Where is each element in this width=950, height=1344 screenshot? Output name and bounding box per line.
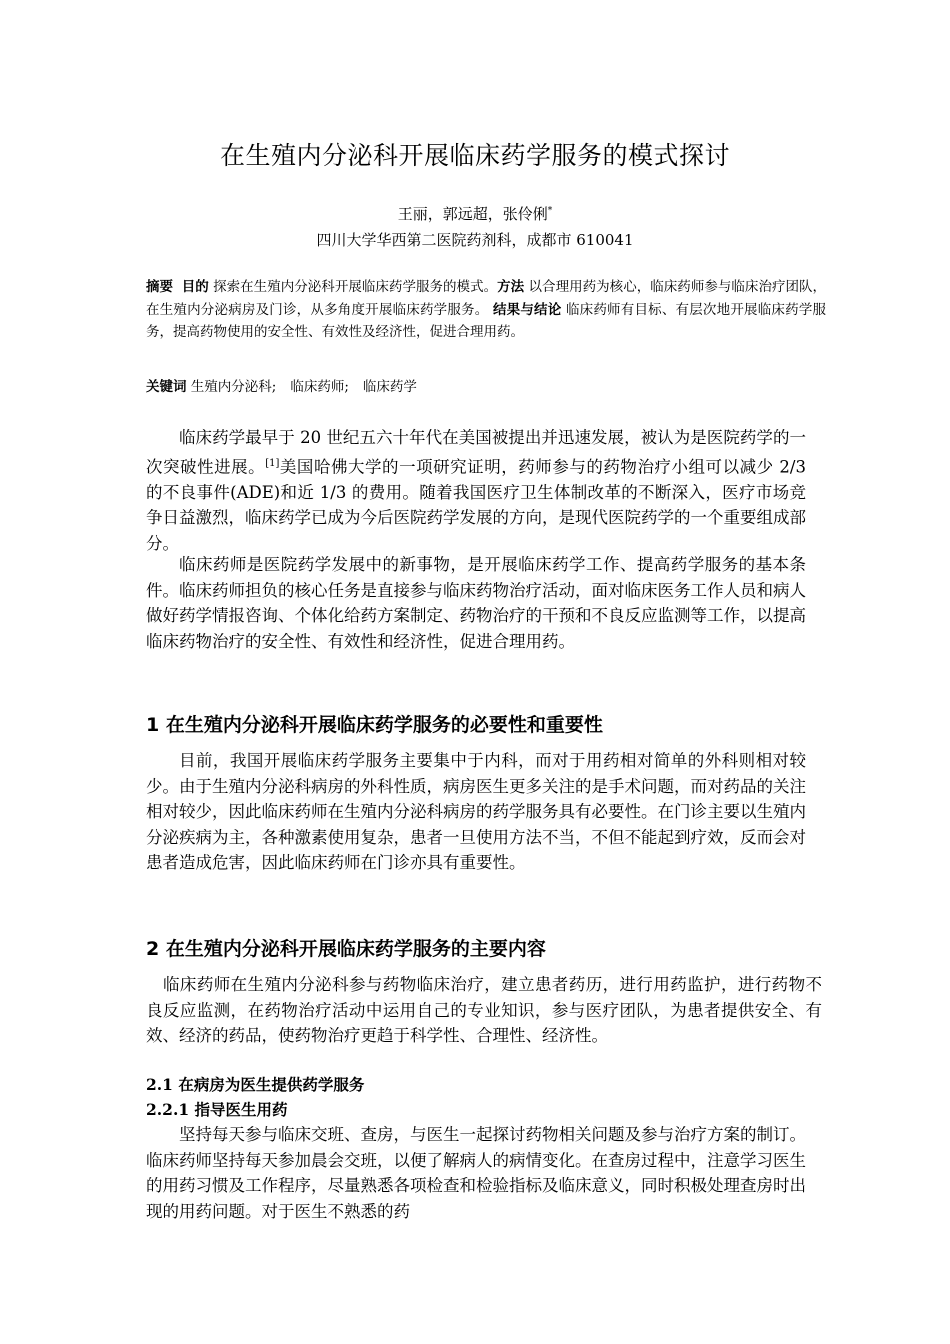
abstract-label: 摘要 (146, 279, 174, 295)
keyword-item: 生殖内分泌科; (190, 379, 277, 395)
authors-line (0, 203, 950, 224)
subsection-2-2-1-heading: 2.2.1 指导医生用药 (146, 1100, 288, 1119)
subsection-2-1-heading: 2.1 在病房为医生提供药学服务 (146, 1075, 365, 1094)
abstract-purpose-label: 目的 (181, 279, 209, 295)
abstract-purpose-text: 探索在生殖内分泌科开展临床药学服务的模式。 (213, 279, 498, 295)
keywords (146, 376, 826, 398)
section-1-heading: 1 在生殖内分泌科开展临床药学服务的必要性和重要性 (146, 714, 603, 736)
intro-paragraph-2: 临床药师是医院药学发展中的新事物，是开展临床药学工作、提高药学服务的基本条件。临床药师担负的核心任务是直接参与临床药物治疗活动，面对临床医务工作人员和病人做好药学情报咨询、个体化给药方案制定、药物治疗的干预和不良反应监测等工作，以提高临床药物治疗的安全性、有效性和经济性，促进合理用药。 (146, 555, 806, 651)
keyword-item: 临床药学 (362, 379, 417, 395)
section-2-paragraph: 临床药师在生殖内分泌科参与药物临床治疗，建立患者药历，进行用药监护，进行药物不良反应监测，在药物治疗活动中运用自己的专业知识，参与医疗团队，为患者提供安全、有效、经济的药品，使药物治疗更趋于科学性、合理性、经济性。 (146, 975, 822, 1045)
affiliation: 四川大学华西第二医院药剂科，成都市 610041 (316, 231, 634, 249)
section-2-heading: 2 在生殖内分泌科开展临床药学服务的主要内容 (146, 938, 546, 960)
abstract (146, 276, 826, 344)
section-1-paragraph: 目前，我国开展临床药学服务主要集中于内科，而对于用药相对简单的外科则相对较少。由于生殖内分泌科病房的外科性质，病房医生更多关注的是手术问题，而对药品的关注相对较少，因此临床药师在生殖内分泌科病房的药学服务具有必要性。在门诊主要以生殖内分泌疾病为主，各种激素使用复杂，患者一旦使用方法不当，不但不能起到疗效，反而会对患者造成危害，因此临床药师在门诊亦具有重要性。 (146, 751, 806, 872)
abstract-method-label: 方法 (497, 279, 525, 295)
subsection-2-2-1-paragraph: 坚持每天参与临床交班、查房，与医生一起探讨药物相关问题及参与治疗方案的制订。临床药师坚持每天参加晨会交班，以便了解病人的病情变化。在查房过程中，注意学习医生的用药习惯及工作程序，尽量熟悉各项检查和检验指标及临床意义，同时积极处理查房时出现的用药问题。对于医生不熟悉的药 (146, 1125, 806, 1221)
authors: 王丽，郭远超，张伶俐 (397, 205, 548, 223)
abstract-result-text: 临床药师有目标、有层次地开展临床药学服务，提高药物使用的安全性、有效性及经济性，促进合理用药。 (146, 301, 827, 340)
paper-title: 在生殖内分泌科开展临床药学服务的模式探讨 (219, 141, 730, 170)
abstract-result-label: 结果与结论 (492, 301, 562, 318)
citation-ref: [1] (265, 457, 280, 469)
keyword-item: 临床药师; (290, 379, 349, 395)
corresponding-author-mark: * (547, 206, 553, 216)
abstract-method-text: 以合理用药为核心，临床药师参与临床治疗团队，在生殖内分泌病房及门诊，从多角度开展临床药学服务。 (146, 279, 827, 318)
intro-paragraph-1: 临床药学最早于 20 世纪五六十年代在美国被提出并迅速发展，被认为是医院药学的一次突破性进展。[1]美国哈佛大学的一项研究证明，药师参与的药物治疗小组可以减少 2/3 的不良事件(ADE)和近 1/3 的费用。随着我国医疗卫生体制改革的不断深入，医疗市场竞争日益激烈，临床药学已成为今后医院药学发展的方向，是现代医院药学的一个重要组成部分。 (146, 428, 806, 553)
keywords-label: 关键词 (146, 379, 187, 395)
